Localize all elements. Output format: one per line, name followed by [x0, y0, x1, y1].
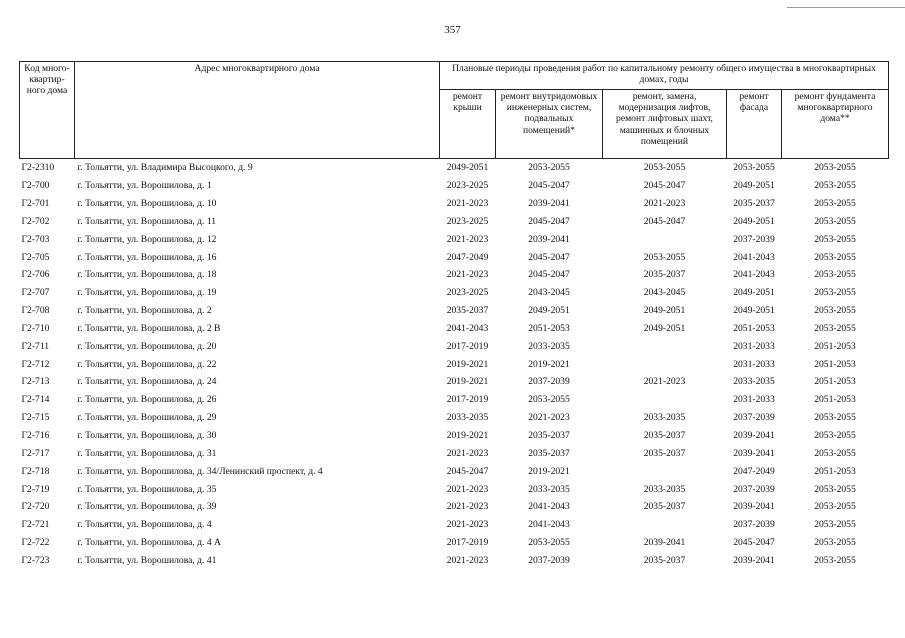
cell-facade: 2045-2047 [733, 537, 775, 549]
cell-lifts: 2035-2037 [643, 501, 686, 513]
header-roof: ремонт крыши [440, 90, 496, 159]
cell-foundation: 2053-2055 [814, 233, 856, 245]
cell-foundation: 2053-2055 [814, 215, 856, 227]
table-row [20, 445, 889, 463]
cell-lifts: 2021-2023 [643, 198, 686, 209]
capital-repair-schedule-table [19, 61, 889, 569]
table-row [20, 159, 889, 177]
cell-code: Г2-702 [21, 215, 50, 227]
cell-engineering: 2041-2043 [528, 501, 570, 513]
cell-foundation: 2053-2055 [814, 251, 856, 263]
cell-foundation: 2051-2053 [814, 465, 856, 477]
cell-roof: 2021-2023 [446, 519, 489, 531]
cell-roof: 2047-2049 [446, 251, 489, 263]
cell-engineering: 2051-2053 [528, 322, 570, 334]
cell-roof: 2021-2023 [446, 269, 489, 281]
header-code: Код много-квартир-ного дома [20, 62, 75, 159]
header-engineering: ремонт внутридомовых инженерных систем, подвальных помещений* [496, 90, 603, 159]
table-row [20, 177, 889, 195]
cell-code: Г2-717 [21, 447, 50, 459]
cell-facade: 2041-2043 [733, 269, 775, 281]
cell-facade: 2051-2053 [733, 322, 775, 334]
cell-code: Г2-712 [21, 358, 50, 370]
cell-foundation: 2053-2055 [814, 412, 856, 424]
cell-roof: 2017-2019 [446, 537, 489, 549]
cell-lifts: 2021-2023 [643, 376, 686, 388]
cell-code: Г2-715 [21, 412, 50, 424]
table-row [20, 213, 889, 231]
cell-engineering: 2033-2035 [528, 340, 570, 352]
cell-address: г. Тольятти, ул. Ворошилова, д. 2 [77, 305, 212, 317]
cell-foundation: 2053-2055 [814, 198, 856, 209]
cell-address: г. Тольятти, ул. Ворошилова, д. 12 [77, 233, 217, 245]
cell-address: г. Тольятти, ул. Ворошилова, д. 11 [77, 215, 217, 227]
cell-code: Г2-703 [21, 233, 50, 245]
cell-code: Г2-2310 [20, 159, 75, 177]
cell-code: Г2-721 [21, 519, 50, 531]
cell-code: Г2-722 [21, 537, 50, 549]
cell-roof: 2045-2047 [446, 465, 489, 477]
cell-address: г. Тольятти, ул. Ворошилова, д. 41 [77, 554, 217, 566]
cell-facade: 2049-2051 [733, 215, 775, 227]
cell-code: Г2-719 [21, 483, 50, 495]
cell-foundation: 2053-2055 [814, 180, 856, 192]
table-row [20, 230, 889, 248]
cell-address: г. Тольятти, ул. Ворошилова, д. 26 [77, 394, 217, 406]
cell-foundation: 2053-2055 [814, 483, 856, 495]
table-row [20, 373, 889, 391]
header-address: Адрес многоквартирного дома [75, 62, 440, 159]
cell-engineering: 2039-2041 [528, 233, 570, 245]
table-row [20, 516, 889, 534]
cell-roof: 2023-2025 [446, 287, 489, 299]
cell-lifts: 2035-2037 [643, 429, 686, 441]
cell-roof: 2017-2019 [446, 394, 489, 406]
cell-foundation: 2053-2055 [814, 429, 856, 441]
cell-address: г. Тольятти, ул. Ворошилова, д. 29 [77, 412, 217, 424]
cell-engineering: 2053-2055 [528, 537, 570, 549]
cell-address: г. Тольятти, ул. Ворошилова, д. 39 [77, 501, 217, 513]
cell-foundation: 2053-2055 [814, 501, 856, 513]
cell-roof: 2019-2021 [446, 358, 489, 370]
table-row [20, 534, 889, 552]
cell-facade: 2047-2049 [733, 465, 775, 477]
cell-lifts: 2033-2035 [643, 412, 686, 424]
cell-roof: 2035-2037 [446, 305, 489, 317]
cell-lifts: 2033-2035 [643, 483, 686, 495]
cell-facade: 2039-2041 [733, 501, 775, 513]
cell-address: г. Тольятти, ул. Владимира Высоцкого, д. 9 [75, 159, 440, 177]
cell-lifts: 2053-2055 [603, 159, 727, 177]
cell-code: Г2-700 [21, 180, 50, 192]
cell-facade: 2039-2041 [733, 447, 775, 459]
cell-facade: 2049-2051 [733, 305, 775, 317]
table-row [20, 284, 889, 302]
cell-engineering: 2019-2021 [528, 465, 570, 477]
cell-foundation: 2053-2055 [814, 554, 856, 566]
cell-lifts: 2035-2037 [643, 554, 686, 566]
cell-code: Г2-711 [21, 340, 50, 352]
cell-facade: 2049-2051 [733, 287, 775, 299]
cell-foundation: 2053-2055 [814, 322, 856, 334]
header-facade: ремонт фасада [727, 90, 782, 159]
cell-facade: 2037-2039 [733, 483, 775, 495]
cell-facade: 2037-2039 [733, 233, 775, 245]
cell-lifts: 2043-2045 [643, 287, 686, 299]
cell-engineering: 2043-2045 [528, 287, 570, 299]
cell-address: г. Тольятти, ул. Ворошилова, д. 22 [77, 358, 217, 370]
cell-code: Г2-706 [21, 269, 50, 281]
cell-roof: 2023-2025 [446, 215, 489, 227]
cell-code: Г2-714 [21, 394, 50, 406]
cell-facade: 2037-2039 [733, 412, 775, 424]
cell-foundation: 2053-2055 [782, 159, 889, 177]
cell-engineering: 2035-2037 [528, 429, 570, 441]
header-foundation: ремонт фундамента многоквартирного дома** [782, 90, 889, 159]
table-row [20, 248, 889, 266]
cell-address: г. Тольятти, ул. Ворошилова, д. 35 [77, 483, 217, 495]
cell-roof: 2021-2023 [446, 447, 489, 459]
table-row [20, 266, 889, 284]
cell-facade: 2039-2041 [733, 554, 775, 566]
cell-roof: 2041-2043 [446, 322, 489, 334]
cell-lifts: 2035-2037 [643, 269, 686, 281]
cell-code: Г2-716 [21, 429, 50, 441]
cell-engineering: 2035-2037 [528, 447, 570, 459]
table-body [20, 159, 889, 570]
cell-engineering: 2053-2055 [496, 159, 603, 177]
table-row [20, 498, 889, 516]
cell-lifts: 2049-2051 [643, 305, 686, 317]
cell-roof: 2021-2023 [446, 554, 489, 566]
cell-roof: 2019-2021 [446, 429, 489, 441]
cell-code: Г2-723 [21, 554, 50, 566]
cell-foundation: 2053-2055 [814, 287, 856, 299]
cell-address: г. Тольятти, ул. Ворошилова, д. 34/Ленинский проспект, д. 4 [77, 465, 323, 477]
cell-lifts [603, 355, 727, 373]
cell-facade: 2039-2041 [733, 429, 775, 441]
cell-roof: 2049-2051 [440, 159, 496, 177]
cell-address: г. Тольятти, ул. Ворошилова, д. 24 [77, 376, 217, 388]
cell-address: г. Тольятти, ул. Ворошилова, д. 2 В [77, 322, 221, 334]
cell-foundation: 2053-2055 [814, 447, 856, 459]
table-row [20, 320, 889, 338]
cell-address: г. Тольятти, ул. Ворошилова, д. 18 [77, 269, 217, 281]
cell-engineering: 2045-2047 [528, 269, 570, 281]
cell-engineering: 2037-2039 [528, 376, 570, 388]
cell-code: Г2-718 [21, 465, 50, 477]
cell-engineering: 2053-2055 [528, 394, 570, 406]
cell-engineering: 2033-2035 [528, 483, 570, 495]
cell-engineering: 2039-2041 [528, 198, 570, 209]
cell-address: г. Тольятти, ул. Ворошилова, д. 10 [77, 198, 217, 209]
cell-foundation: 2053-2055 [814, 519, 856, 531]
cell-facade: 2035-2037 [733, 198, 775, 209]
cell-address: г. Тольятти, ул. Ворошилова, д. 4 [77, 519, 212, 531]
table-row [20, 552, 889, 570]
cell-lifts: 2045-2047 [643, 215, 686, 227]
table-row [20, 480, 889, 498]
cell-facade: 2031-2033 [733, 394, 775, 406]
cell-facade: 2041-2043 [733, 251, 775, 263]
cell-roof: 2023-2025 [446, 180, 489, 192]
table-row [20, 302, 889, 320]
cell-engineering: 2037-2039 [528, 554, 570, 566]
cell-roof: 2033-2035 [446, 412, 489, 424]
cell-foundation: 2051-2053 [814, 376, 856, 388]
cell-facade: 2037-2039 [733, 519, 775, 531]
cell-code: Г2-720 [21, 501, 50, 513]
table-row [20, 427, 889, 445]
cell-foundation: 2051-2053 [814, 358, 856, 370]
cell-code: Г2-708 [21, 305, 50, 317]
cell-lifts [603, 230, 727, 248]
cell-code: Г2-701 [21, 198, 50, 209]
cell-address: г. Тольятти, ул. Ворошилова, д. 1 [77, 180, 212, 192]
table-row [20, 391, 889, 409]
cell-foundation: 2053-2055 [814, 305, 856, 317]
cell-foundation: 2051-2053 [814, 340, 856, 352]
cell-lifts: 2035-2037 [643, 447, 686, 459]
cell-foundation: 2053-2055 [814, 269, 856, 281]
cell-address: г. Тольятти, ул. Ворошилова, д. 20 [77, 340, 217, 352]
cell-facade: 2053-2055 [727, 159, 782, 177]
cell-facade: 2033-2035 [733, 376, 775, 388]
cell-roof: 2021-2023 [446, 483, 489, 495]
cell-address: г. Тольятти, ул. Ворошилова, д. 19 [77, 287, 217, 299]
cell-address: г. Тольятти, ул. Ворошилова, д. 16 [77, 251, 217, 263]
cell-engineering: 2021-2023 [528, 412, 570, 424]
cell-code: Г2-713 [21, 376, 50, 388]
cell-address: г. Тольятти, ул. Ворошилова, д. 4 А [77, 537, 221, 549]
cell-lifts: 2045-2047 [643, 180, 686, 192]
cell-code: Г2-710 [21, 322, 50, 334]
table-row [20, 195, 889, 213]
cell-roof: 2019-2021 [446, 376, 489, 388]
cell-roof: 2021-2023 [446, 501, 489, 513]
cell-lifts: 2039-2041 [643, 537, 686, 549]
cell-roof: 2017-2019 [446, 340, 489, 352]
cell-engineering: 2045-2047 [528, 180, 570, 192]
top-rule [787, 7, 905, 8]
cell-lifts: 2049-2051 [643, 322, 686, 334]
cell-facade: 2049-2051 [733, 180, 775, 192]
cell-foundation: 2053-2055 [814, 537, 856, 549]
cell-lifts [603, 337, 727, 355]
cell-engineering: 2045-2047 [528, 251, 570, 263]
cell-engineering: 2041-2043 [528, 519, 570, 531]
cell-roof: 2021-2023 [446, 198, 489, 209]
cell-code: Г2-705 [21, 251, 50, 263]
cell-code: Г2-707 [21, 287, 50, 299]
table-row [20, 409, 889, 427]
cell-facade: 2031-2033 [733, 358, 775, 370]
cell-lifts: 2053-2055 [643, 251, 686, 263]
header-lifts: ремонт, замена, модернизация лифтов, ремонт лифтовых шахт, машинных и блочных помещений [603, 90, 727, 159]
cell-engineering: 2049-2051 [528, 305, 570, 317]
cell-roof: 2021-2023 [446, 233, 489, 245]
table-row [20, 462, 889, 480]
cell-engineering: 2045-2047 [528, 215, 570, 227]
page-number: 357 [444, 24, 461, 36]
cell-lifts [603, 462, 727, 480]
table-row [20, 355, 889, 373]
cell-address: г. Тольятти, ул. Ворошилова, д. 30 [77, 429, 217, 441]
cell-engineering: 2019-2021 [528, 358, 570, 370]
cell-lifts [603, 516, 727, 534]
cell-facade: 2031-2033 [733, 340, 775, 352]
table-row [20, 337, 889, 355]
cell-address: г. Тольятти, ул. Ворошилова, д. 31 [77, 447, 217, 459]
cell-foundation: 2051-2053 [814, 394, 856, 406]
cell-lifts [603, 391, 727, 409]
header-periods: Плановые периоды проведения работ по капитальному ремонту общего имущества в многоквартирных домах, годы [440, 62, 889, 90]
